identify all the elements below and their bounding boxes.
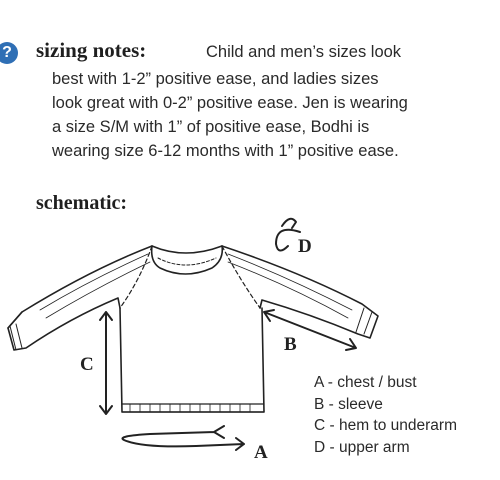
sizing-notes-heading: sizing notes: <box>36 38 147 62</box>
sizing-notes-line-5: wearing size 6-12 months with 1” positive ease. <box>52 142 399 160</box>
legend-item-c: C - hem to underarm <box>314 417 457 434</box>
dimension-c-arrow <box>100 312 112 414</box>
left-cuff <box>10 324 22 350</box>
hem-ribbing <box>122 404 264 412</box>
legend-item-d: D - upper arm <box>314 438 410 456</box>
dimension-label-a: A <box>254 442 268 463</box>
dimension-a-arrow <box>122 426 244 450</box>
sizing-notes-body <box>52 43 482 163</box>
neckline <box>152 246 222 253</box>
schematic-heading: schematic: <box>36 192 128 214</box>
dimension-label-b: B <box>284 334 297 355</box>
question-mark-icon: ? <box>0 42 18 64</box>
dimension-d-arrow <box>276 219 300 251</box>
sweater-body <box>120 308 264 412</box>
sizing-notes-line-3: look great with 0-2” positive ease. Jen is wearing <box>52 94 408 112</box>
legend-item-b: B - sleeve <box>314 395 383 413</box>
schematic-legend <box>314 372 457 458</box>
sizing-notes-line-2: best with 1-2” positive ease, and ladies sizes <box>52 70 379 88</box>
dimension-label-d: D <box>298 236 312 257</box>
sizing-notes-line-4: a size S/M with 1” of positive ease, Bodhi is <box>52 118 370 136</box>
dimension-label-c: C <box>80 354 94 375</box>
right-sleeve <box>222 246 378 338</box>
sizing-notes-line-1: Child and men’s sizes look <box>206 43 402 61</box>
legend-item-a: A - chest / bust <box>314 374 417 391</box>
right-cuff <box>356 308 372 334</box>
